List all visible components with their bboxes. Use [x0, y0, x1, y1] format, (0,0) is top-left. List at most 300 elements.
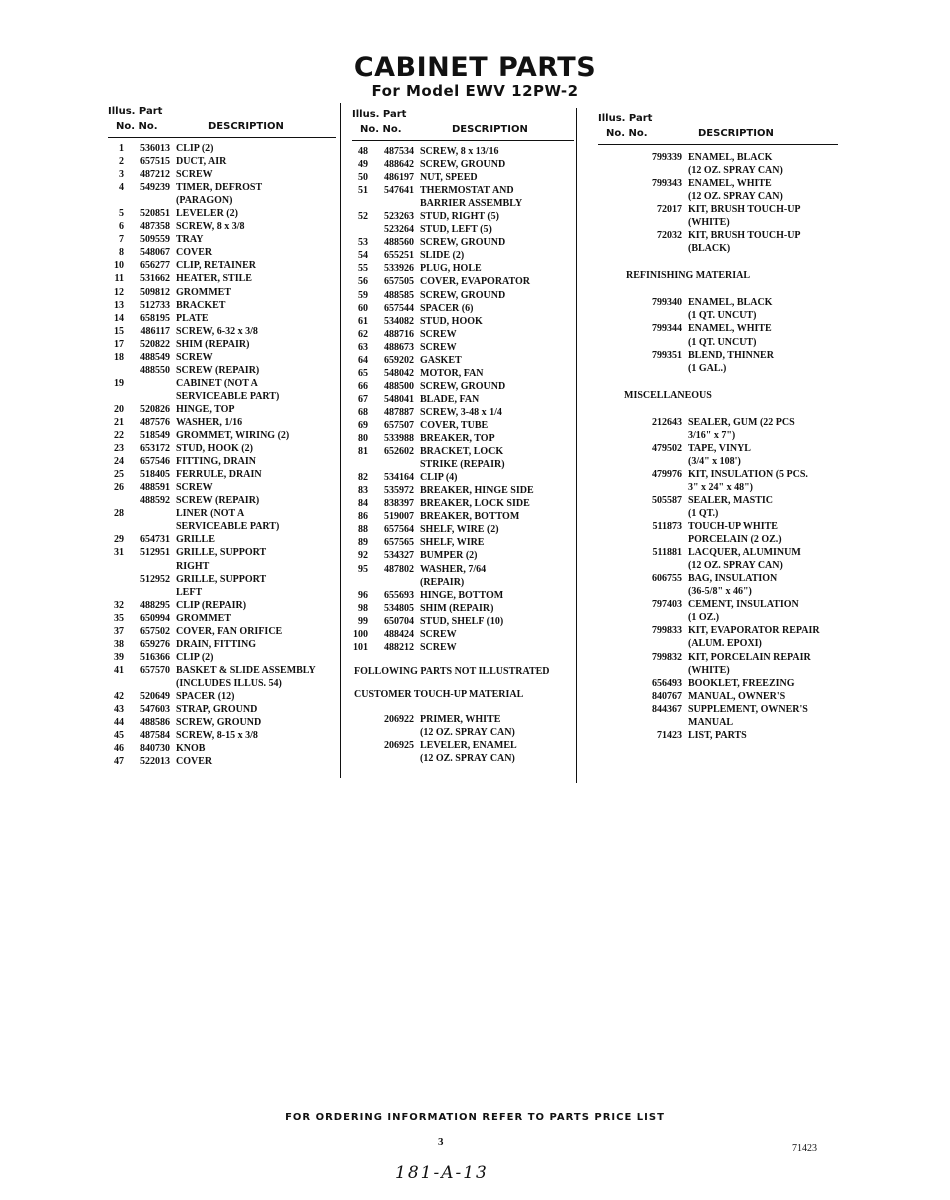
- part-number: [620, 336, 688, 349]
- illus-number: [598, 203, 620, 216]
- part-number: [620, 559, 688, 572]
- part-description: KIT, INSULATION (5 PCS.: [688, 468, 808, 480]
- illus-number: 41: [114, 664, 124, 676]
- parts-row: [352, 197, 574, 210]
- parts-row: [352, 275, 574, 288]
- illus-number: 81: [358, 446, 368, 458]
- parts-row: [108, 494, 336, 507]
- part-number: 487358: [140, 221, 170, 233]
- part-description: SCREW, 3-48 x 1/4: [420, 406, 502, 418]
- part-description: SEALER, MASTIC: [688, 494, 774, 506]
- part-number: 520649: [140, 690, 170, 702]
- part-number: 799343: [652, 178, 682, 190]
- parts-row: [598, 322, 838, 335]
- parts-row: [598, 598, 838, 611]
- part-number: 534164: [384, 472, 414, 484]
- illus-number: 82: [358, 472, 368, 484]
- part-number: 206925: [384, 739, 414, 751]
- illus-number: 11: [114, 273, 124, 285]
- parts-row: [598, 349, 838, 362]
- illus-number: [352, 458, 368, 471]
- parts-row: [352, 302, 574, 315]
- parts-row: [598, 520, 838, 533]
- part-description: SCREW (REPAIR): [176, 495, 260, 507]
- part-number: 838397: [384, 498, 414, 510]
- part-description: KNOB: [176, 743, 206, 755]
- illus-number: [352, 752, 368, 765]
- header-illus-part: Illus. Part: [598, 113, 653, 124]
- part-description: LEVELER (2): [176, 208, 238, 220]
- miscellaneous-list: [598, 402, 838, 742]
- part-number: 547603: [140, 704, 170, 716]
- part-description: FERRULE, DRAIN: [176, 469, 262, 481]
- parts-row: [598, 242, 838, 255]
- illus-number: [598, 468, 620, 481]
- part-description: (12 OZ. SPRAY CAN): [688, 191, 783, 203]
- part-description: STUD, HOOK (2): [176, 443, 253, 455]
- illus-number: [598, 729, 620, 742]
- parts-row: [108, 455, 336, 468]
- parts-row: [108, 416, 336, 429]
- illus-number: 49: [358, 159, 368, 171]
- part-description: (1 QT. UNCUT): [688, 310, 757, 322]
- parts-row: [598, 533, 838, 546]
- parts-row: [352, 315, 574, 328]
- part-description: SERVICEABLE PART): [176, 521, 280, 533]
- touchup-list: [352, 701, 574, 765]
- section-miscellaneous: MISCELLANEOUS: [624, 389, 712, 401]
- parts-row: [352, 726, 574, 739]
- illus-number: 83: [358, 485, 368, 497]
- illus-number: 86: [358, 511, 368, 523]
- part-description: STRAP, GROUND: [176, 704, 258, 716]
- parts-row: [352, 739, 574, 752]
- part-description: (12 OZ. SPRAY CAN): [688, 560, 783, 572]
- illus-number: 101: [353, 641, 368, 653]
- illus-number: 50: [358, 172, 368, 184]
- part-number: [620, 481, 688, 494]
- parts-row: [352, 432, 574, 445]
- part-number: [124, 390, 176, 403]
- illus-number: 14: [114, 312, 124, 324]
- illus-number: 48: [358, 146, 368, 157]
- parts-row: [108, 351, 336, 364]
- illus-number: [352, 576, 368, 589]
- parts-row: [108, 377, 336, 390]
- illus-number: [598, 690, 620, 703]
- part-description: (36-5/8" x 46"): [688, 586, 752, 598]
- parts-row: [352, 171, 574, 184]
- illus-number: 88: [358, 524, 368, 536]
- document-number: 71423: [792, 1143, 817, 1154]
- header-no-no: No. No.: [116, 121, 158, 132]
- part-description: BLADE, FAN: [420, 393, 480, 405]
- parts-row: [352, 328, 574, 341]
- parts-row: [108, 233, 336, 246]
- parts-row: [598, 442, 838, 455]
- parts-row: [352, 158, 574, 171]
- parts-row: [352, 549, 574, 562]
- part-description: (12 OZ. SPRAY CAN): [688, 165, 783, 177]
- illus-number: [598, 716, 620, 729]
- part-number: 488295: [140, 599, 170, 611]
- part-description: HEATER, STILE: [176, 273, 252, 285]
- part-description: STUD, RIGHT (5): [420, 211, 499, 223]
- part-number: 487212: [140, 169, 170, 181]
- part-description: SHIM (REPAIR): [420, 602, 494, 614]
- page-title: CABINET PARTS: [353, 52, 597, 83]
- part-number: 657505: [384, 276, 414, 288]
- part-description: NUT, SPEED: [420, 172, 478, 184]
- parts-row: [108, 207, 336, 220]
- part-number: 520851: [140, 208, 170, 220]
- illus-number: 13: [114, 299, 124, 311]
- part-description: (1 QT.): [688, 507, 719, 519]
- part-description: (INCLUDES ILLUS. 54): [176, 677, 282, 689]
- parts-row: [598, 507, 838, 520]
- part-description: (3/4" x 108'): [688, 455, 741, 467]
- illus-number: 43: [114, 704, 124, 716]
- part-description: CABINET (NOT A: [176, 377, 258, 389]
- illus-number: 54: [358, 250, 368, 262]
- parts-row: [598, 336, 838, 349]
- parts-row: [108, 599, 336, 612]
- parts-row: [352, 184, 574, 197]
- part-description: SHELF, WIRE: [420, 537, 485, 549]
- part-number: 511881: [652, 547, 682, 559]
- part-description: SCREW, GROUND: [420, 159, 506, 171]
- illus-number: [598, 442, 620, 455]
- parts-row: [108, 560, 336, 573]
- parts-row: [108, 612, 336, 625]
- parts-row: [108, 716, 336, 729]
- part-description: DUCT, AIR: [176, 156, 227, 168]
- illus-number: 67: [358, 393, 368, 405]
- parts-row: [352, 341, 574, 354]
- illus-number: 98: [358, 602, 368, 614]
- parts-row: [108, 507, 336, 520]
- illus-number: [598, 546, 620, 559]
- parts-row: [108, 364, 336, 377]
- part-number: 844367: [652, 703, 682, 715]
- section-refinishing: REFINISHING MATERIAL: [626, 270, 750, 282]
- illus-number: 52: [358, 211, 368, 223]
- illus-number: 7: [119, 234, 124, 246]
- parts-row: [108, 677, 336, 690]
- parts-column-1: [108, 103, 336, 768]
- illus-number: 4: [119, 182, 124, 194]
- part-description: SLIDE (2): [420, 250, 465, 262]
- part-number: 206922: [384, 713, 414, 725]
- part-description: SCREW: [420, 641, 457, 653]
- touchup-list-continued: [598, 145, 838, 255]
- parts-row: [108, 742, 336, 755]
- part-number: [620, 455, 688, 468]
- parts-row: [108, 168, 336, 181]
- parts-row: [352, 471, 574, 484]
- parts-row: [108, 325, 336, 338]
- illus-number: [598, 637, 620, 650]
- part-number: 488424: [384, 628, 414, 640]
- illus-number: 28: [114, 508, 124, 520]
- part-number: 487887: [384, 406, 414, 418]
- parts-row: [352, 406, 574, 419]
- part-description: BASKET & SLIDE ASSEMBLY: [176, 664, 316, 676]
- part-number: [124, 377, 176, 390]
- illus-number: 23: [114, 443, 124, 455]
- header-no-no: No. No.: [360, 124, 402, 135]
- part-number: [620, 533, 688, 546]
- parts-row: [598, 690, 838, 703]
- illus-number: 61: [358, 315, 368, 327]
- illus-number: 10: [114, 260, 124, 272]
- part-number: 535972: [384, 485, 414, 497]
- parts-row: [108, 533, 336, 546]
- illus-number: [598, 349, 620, 362]
- part-description: SERVICEABLE PART): [176, 390, 280, 402]
- part-description: CLIP (2): [176, 143, 214, 154]
- part-description: KIT, BRUSH TOUCH-UP: [688, 204, 801, 216]
- part-description: SCREW (REPAIR): [176, 364, 260, 376]
- header-no-no: No. No.: [606, 128, 648, 139]
- illus-number: [598, 507, 620, 520]
- illus-number: 63: [358, 341, 368, 353]
- part-description: (ALUM. EPOXI): [688, 638, 762, 650]
- parts-row: [352, 510, 574, 523]
- illus-number: [598, 677, 620, 690]
- part-description: BRACKET, LOCK: [420, 446, 504, 458]
- part-number: 656493: [652, 677, 682, 689]
- column-divider: [576, 108, 577, 783]
- part-number: [124, 194, 176, 207]
- part-description: BREAKER, BOTTOM: [420, 511, 520, 523]
- parts-row: [598, 203, 838, 216]
- part-description: (PARAGON): [176, 195, 233, 207]
- part-description: GRILLE, SUPPORT: [176, 573, 267, 585]
- part-description: SCREW, 8-15 x 3/8: [176, 730, 258, 742]
- part-number: 516366: [140, 651, 170, 663]
- illus-number: [598, 296, 620, 309]
- part-description: CLIP (REPAIR): [176, 599, 247, 611]
- parts-row: [108, 703, 336, 716]
- parts-row: [108, 729, 336, 742]
- parts-row: [108, 664, 336, 677]
- parts-row: [108, 194, 336, 207]
- part-number: 488716: [384, 328, 414, 340]
- part-number: 71423: [657, 729, 682, 741]
- illus-number: [598, 703, 620, 716]
- part-description: LEFT: [176, 586, 203, 598]
- parts-row: [108, 299, 336, 312]
- part-number: 548042: [384, 367, 414, 379]
- part-description: (WHITE): [688, 664, 730, 676]
- illus-number: [598, 190, 620, 203]
- section-not-illustrated: FOLLOWING PARTS NOT ILLUSTRATED: [354, 665, 550, 677]
- part-description: BOOKLET, FREEZING: [688, 677, 795, 689]
- part-number: 548067: [140, 247, 170, 259]
- illus-number: 59: [358, 289, 368, 301]
- part-description: BRACKET: [176, 299, 226, 311]
- part-number: 512951: [140, 547, 170, 559]
- part-description: GRILLE: [176, 534, 215, 546]
- part-description: SEALER, GUM (22 PCS: [688, 416, 795, 428]
- part-description: TOUCH-UP WHITE: [688, 521, 778, 533]
- parts-row: [598, 296, 838, 309]
- header-description: DESCRIPTION: [208, 121, 284, 132]
- part-number: 799832: [652, 651, 682, 663]
- illus-number: [598, 242, 620, 255]
- illus-number: 24: [114, 456, 124, 468]
- parts-row: [598, 637, 838, 650]
- illus-number: [598, 309, 620, 322]
- part-number: 519007: [384, 511, 414, 523]
- part-number: 488560: [384, 237, 414, 249]
- part-description: BARRIER ASSEMBLY: [420, 198, 523, 210]
- part-number: 520822: [140, 338, 170, 350]
- part-number: 840730: [140, 743, 170, 755]
- parts-row: [108, 142, 336, 155]
- part-number: 657507: [384, 419, 414, 431]
- illus-number: 38: [114, 638, 124, 650]
- part-description: GASKET: [420, 354, 462, 366]
- part-number: 797403: [652, 599, 682, 611]
- part-description: GROMMET: [176, 612, 231, 624]
- parts-row: [598, 229, 838, 242]
- parts-row: [598, 559, 838, 572]
- parts-row: [598, 455, 838, 468]
- parts-row: [108, 755, 336, 768]
- illus-number: [598, 611, 620, 624]
- part-number: [124, 507, 176, 520]
- part-number: 656277: [140, 260, 170, 272]
- part-number: 654731: [140, 534, 170, 546]
- part-description: SCREW: [420, 628, 457, 640]
- illus-number: 2: [119, 156, 124, 168]
- part-description: SCREW, 6-32 x 3/8: [176, 325, 258, 337]
- part-number: 523264: [384, 224, 414, 236]
- part-description: PORCELAIN (2 OZ.): [688, 534, 782, 546]
- part-description: DRAIN, FITTING: [176, 638, 257, 650]
- part-number: 657502: [140, 625, 170, 637]
- part-number: 650704: [384, 615, 414, 627]
- illus-number: [108, 390, 124, 403]
- part-number: 518405: [140, 469, 170, 481]
- part-number: 512733: [140, 299, 170, 311]
- header-illus-part: Illus. Part: [352, 109, 407, 120]
- part-number: 655251: [384, 250, 414, 262]
- part-number: 488586: [140, 717, 170, 729]
- part-description: (WHITE): [688, 217, 730, 229]
- part-number: [620, 585, 688, 598]
- part-description: HINGE, BOTTOM: [420, 589, 504, 601]
- illus-number: 84: [358, 498, 368, 510]
- part-description: TAPE, VINYL: [688, 442, 751, 454]
- part-description: SCREW: [176, 351, 213, 363]
- part-description: ENAMEL, BLACK: [688, 297, 773, 309]
- part-number: [124, 677, 176, 690]
- part-description: BUMPER (2): [420, 550, 478, 562]
- illus-number: 26: [114, 482, 124, 494]
- part-description: BAG, INSULATION: [688, 573, 778, 585]
- illus-number: 32: [114, 599, 124, 611]
- parts-row: [598, 481, 838, 494]
- part-number: 488591: [140, 482, 170, 494]
- part-number: 799833: [652, 625, 682, 637]
- illus-number: [598, 559, 620, 572]
- part-description: WASHER, 7/64: [420, 563, 487, 575]
- part-description: TIMER, DEFROST: [176, 182, 263, 194]
- part-number: 655693: [384, 589, 414, 601]
- part-number: [620, 507, 688, 520]
- part-description: CLIP (2): [176, 651, 214, 663]
- part-number: 549239: [140, 182, 170, 194]
- illus-number: [598, 624, 620, 637]
- part-description: TRAY: [176, 234, 204, 246]
- part-number: 547641: [384, 185, 414, 197]
- column-header: [352, 106, 574, 141]
- parts-row: [108, 690, 336, 703]
- parts-row: [598, 151, 838, 164]
- parts-list: [352, 141, 574, 654]
- illus-number: [598, 520, 620, 533]
- parts-row: [352, 289, 574, 302]
- illus-number: 68: [358, 406, 368, 418]
- part-number: 488592: [140, 495, 170, 507]
- parts-row: [108, 651, 336, 664]
- illus-number: 31: [114, 547, 124, 559]
- part-description: COVER, TUBE: [420, 419, 489, 431]
- part-description: ENAMEL, BLACK: [688, 152, 773, 163]
- part-number: 659202: [384, 354, 414, 366]
- part-number: 657570: [140, 664, 170, 676]
- illus-number: [108, 677, 124, 690]
- part-description: LIST, PARTS: [688, 729, 747, 741]
- parts-row: [598, 664, 838, 677]
- part-description: GRILLE, SUPPORT: [176, 547, 267, 559]
- parts-row: [352, 615, 574, 628]
- part-description: KIT, BRUSH TOUCH-UP: [688, 230, 801, 242]
- part-number: 533926: [384, 263, 414, 275]
- part-description: CEMENT, INSULATION: [688, 599, 799, 611]
- illus-number: 20: [114, 403, 124, 415]
- part-description: SPACER (12): [176, 690, 235, 702]
- part-number: 486117: [140, 325, 170, 337]
- parts-row: [352, 393, 574, 406]
- illus-number: [598, 455, 620, 468]
- part-number: [620, 164, 688, 177]
- parts-row: [598, 624, 838, 637]
- illus-number: [598, 151, 620, 164]
- parts-row: [352, 641, 574, 654]
- illus-number: 45: [114, 730, 124, 742]
- part-description: SCREW, GROUND: [420, 237, 506, 249]
- part-description: SCREW, GROUND: [420, 289, 506, 301]
- part-description: CLIP, RETAINER: [176, 260, 257, 272]
- part-number: 523263: [384, 211, 414, 223]
- part-number: [368, 576, 420, 589]
- part-number: 488500: [384, 380, 414, 392]
- illus-number: 66: [358, 380, 368, 392]
- illus-number: 42: [114, 690, 124, 702]
- part-description: COVER: [176, 756, 213, 768]
- ordering-footer: FOR ORDERING INFORMATION REFER TO PARTS PRICE LIST: [285, 1112, 665, 1123]
- page-subtitle: For Model EWV 12PW-2: [371, 82, 579, 100]
- parts-row: [598, 416, 838, 429]
- part-description: (12 OZ. SPRAY CAN): [420, 752, 515, 764]
- part-description: SCREW: [176, 482, 213, 494]
- part-number: 799351: [652, 349, 682, 361]
- part-description: (12 OZ. SPRAY CAN): [420, 726, 515, 738]
